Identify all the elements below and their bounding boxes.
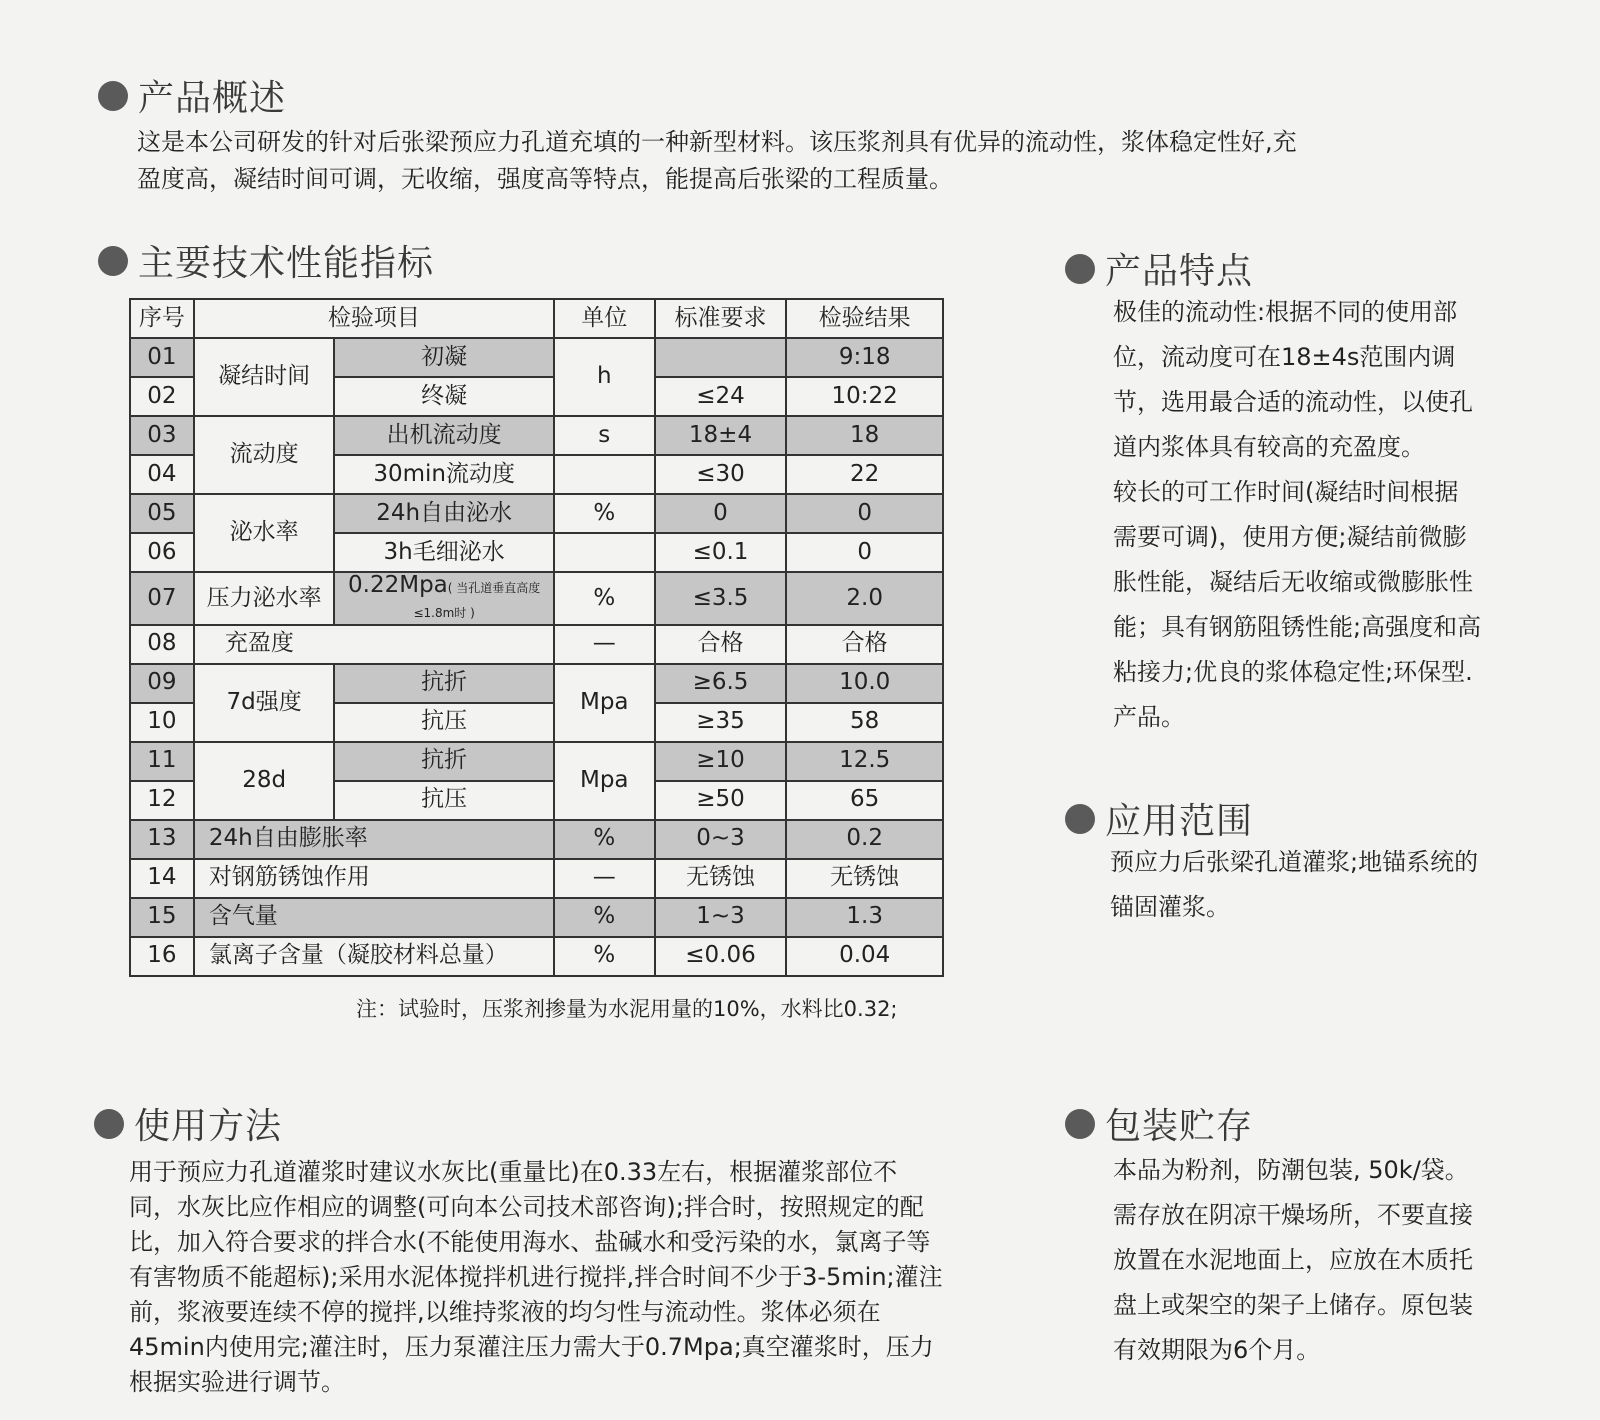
unit-cell: %	[554, 494, 655, 533]
item-cell: 充盈度	[194, 625, 554, 664]
row-number: 15	[130, 898, 194, 937]
bullet-icon	[1065, 804, 1095, 834]
storage-line: 需存放在阴凉干燥场所，不要直接	[1113, 1201, 1473, 1229]
storage-line: 本品为粉剂，防潮包装, 50k/袋。	[1113, 1156, 1469, 1184]
std-cell: ≤30	[655, 455, 787, 494]
bullet-icon	[1065, 1109, 1095, 1139]
sub-item-cell: 3h毛细泌水	[334, 533, 553, 572]
storage-line: 盘上或架空的架子上储存。原包装	[1113, 1291, 1473, 1319]
unit-cell	[554, 455, 655, 494]
item-cell: 流动度	[194, 416, 335, 494]
std-cell: 无锈蚀	[655, 859, 787, 898]
sub-item-cell: 初凝	[334, 338, 553, 377]
result-cell: 0.2	[786, 820, 943, 859]
row-number: 08	[130, 625, 194, 664]
unit-cell: —	[554, 859, 655, 898]
item-cell: 对钢筋锈蚀作用	[194, 859, 554, 898]
row-number: 11	[130, 742, 194, 781]
usage-line: 45min内使用完;灌注时，压力泵灌注压力需大于0.7Mpa;真空灌浆时，压力	[129, 1333, 934, 1361]
usage-title: 使用方法	[134, 1106, 283, 1147]
table-row	[130, 664, 943, 703]
item-cell: 氯离子含量（凝胶材料总量）	[194, 937, 554, 976]
std-cell: ≤24	[655, 377, 787, 416]
item-cell: 泌水率	[194, 494, 335, 572]
std-cell: ≥35	[655, 703, 787, 742]
overview-title: 产品概述	[138, 78, 287, 119]
usage-line: 前，浆液要连续不停的搅拌,以维持浆液的均匀性与流动性。浆体必须在	[129, 1298, 881, 1326]
features-text	[1113, 290, 1563, 740]
sub-item-cell	[334, 572, 553, 625]
std-cell: 1~3	[655, 898, 787, 937]
features-line: 能；具有钢筋阻锈性能;高强度和高	[1113, 613, 1482, 641]
unit-cell: s	[554, 416, 655, 455]
row-number: 13	[130, 820, 194, 859]
result-cell: 22	[786, 455, 943, 494]
sub-item-note: ( 当孔道垂直高度≤1.8m时 )	[413, 581, 541, 621]
table-row	[130, 898, 943, 937]
sub-item-cell: 终凝	[334, 377, 553, 416]
std-cell: ≤3.5	[655, 572, 787, 625]
result-cell: 10:22	[786, 377, 943, 416]
table-row	[130, 820, 943, 859]
table-note: 注：试验时，压浆剂掺量为水泥用量的10%，水料比0.32;	[356, 997, 898, 1021]
header-cell: 单位	[554, 299, 655, 338]
std-cell	[655, 338, 787, 377]
item-cell: 压力泌水率	[194, 572, 335, 625]
result-cell: 58	[786, 703, 943, 742]
item-cell: 7d强度	[194, 664, 335, 742]
bullet-icon	[94, 1109, 124, 1139]
features-line: 极佳的流动性:根据不同的使用部	[1113, 298, 1458, 326]
header-cell: 检验结果	[786, 299, 943, 338]
features-line: 产品。	[1113, 703, 1185, 731]
features-heading	[1065, 243, 1253, 294]
row-number: 16	[130, 937, 194, 976]
std-cell: 0	[655, 494, 787, 533]
scope-text	[1110, 840, 1560, 930]
overview-line: 这是本公司研发的针对后张梁预应力孔道充填的一种新型材料。该压浆剂具有优异的流动性，浆体稳定性好,充	[137, 128, 1297, 156]
row-number: 02	[130, 377, 194, 416]
unit-cell: %	[554, 937, 655, 976]
specs-heading	[98, 235, 434, 286]
result-cell: 0	[786, 494, 943, 533]
features-line: 粘接力;优良的浆体稳定性;环保型.	[1113, 658, 1473, 686]
unit-cell: Mpa	[554, 742, 655, 820]
item-cell: 凝结时间	[194, 338, 335, 416]
table-row	[130, 572, 943, 625]
header-cell: 检验项目	[194, 299, 554, 338]
features-line: 位，流动度可在18±4s范围内调	[1113, 343, 1456, 371]
table-row	[130, 625, 943, 664]
scope-line: 预应力后张梁孔道灌浆;地锚系统的	[1110, 848, 1479, 876]
storage-line: 有效期限为6个月。	[1113, 1336, 1321, 1364]
usage-line: 同，水灰比应作相应的调整(可向本公司技术部咨询);拌合时，按照规定的配	[129, 1193, 924, 1221]
scope-heading	[1065, 793, 1253, 844]
features-line: 胀性能，凝结后无收缩或微膨胀性	[1113, 568, 1473, 596]
result-cell: 0	[786, 533, 943, 572]
features-title: 产品特点	[1105, 251, 1254, 292]
row-number: 05	[130, 494, 194, 533]
table-row	[130, 338, 943, 377]
sub-item-cell: 30min流动度	[334, 455, 553, 494]
sub-item-cell: 抗折	[334, 664, 553, 703]
sub-item-cell: 抗压	[334, 781, 553, 820]
result-cell: 18	[786, 416, 943, 455]
usage-line: 根据实验进行调节。	[129, 1368, 345, 1396]
row-number: 03	[130, 416, 194, 455]
item-cell: 24h自由膨胀率	[194, 820, 554, 859]
storage-line: 放置在水泥地面上，应放在木质托	[1113, 1246, 1473, 1274]
result-cell: 10.0	[786, 664, 943, 703]
row-number: 14	[130, 859, 194, 898]
row-number: 04	[130, 455, 194, 494]
item-cell: 28d	[194, 742, 335, 820]
usage-line: 用于预应力孔道灌浆时建议水灰比(重量比)在0.33左右，根据灌浆部位不	[129, 1158, 898, 1186]
std-cell: ≤0.1	[655, 533, 787, 572]
unit-cell	[554, 533, 655, 572]
result-cell: 65	[786, 781, 943, 820]
usage-text	[129, 1155, 1029, 1400]
bullet-icon	[1065, 254, 1095, 284]
table-row	[130, 416, 943, 455]
result-cell: 无锈蚀	[786, 859, 943, 898]
features-line: 较长的可工作时间(凝结时间根据	[1113, 478, 1459, 506]
row-number: 06	[130, 533, 194, 572]
row-number: 07	[130, 572, 194, 625]
sub-item-cell: 24h自由泌水	[334, 494, 553, 533]
storage-heading	[1065, 1098, 1253, 1149]
sub-item-cell: 抗压	[334, 703, 553, 742]
usage-heading	[94, 1098, 282, 1149]
row-number: 10	[130, 703, 194, 742]
std-cell: ≥10	[655, 742, 787, 781]
std-cell: 18±4	[655, 416, 787, 455]
item-cell: 含气量	[194, 898, 554, 937]
row-number: 12	[130, 781, 194, 820]
std-cell: ≥50	[655, 781, 787, 820]
overview-heading	[98, 70, 286, 121]
unit-cell: %	[554, 572, 655, 625]
header-cell: 标准要求	[655, 299, 787, 338]
result-cell: 合格	[786, 625, 943, 664]
table-row	[130, 494, 943, 533]
features-line: 节，选用最合适的流动性，以使孔	[1113, 388, 1473, 416]
result-cell: 1.3	[786, 898, 943, 937]
table-row	[130, 859, 943, 898]
overview-line: 盈度高，凝结时间可调，无收缩，强度高等特点，能提高后张梁的工程质量。	[137, 165, 953, 193]
row-number: 09	[130, 664, 194, 703]
sub-item-cell: 出机流动度	[334, 416, 553, 455]
unit-cell: h	[554, 338, 655, 416]
table-header-row	[130, 299, 943, 338]
bullet-icon	[98, 246, 128, 276]
result-cell: 12.5	[786, 742, 943, 781]
bullet-icon	[98, 81, 128, 111]
sub-item-main: 0.22Mpa	[348, 572, 448, 598]
std-cell: 0~3	[655, 820, 787, 859]
result-cell: 0.04	[786, 937, 943, 976]
scope-title: 应用范围	[1105, 801, 1254, 842]
table-row	[130, 937, 943, 976]
sub-item-cell: 抗折	[334, 742, 553, 781]
result-cell: 9:18	[786, 338, 943, 377]
scope-line: 锚固灌浆。	[1110, 893, 1230, 921]
spec-table	[129, 298, 944, 977]
storage-title: 包装贮存	[1105, 1106, 1254, 1147]
overview-text	[137, 124, 1437, 198]
usage-line: 有害物质不能超标);采用水泥体搅拌机进行搅拌,拌合时间不少于3-5min;灌注	[129, 1263, 943, 1291]
storage-text	[1113, 1148, 1573, 1373]
features-line: 需要可调)，使用方便;凝结前微膨	[1113, 523, 1467, 551]
row-number: 01	[130, 338, 194, 377]
std-cell: ≤0.06	[655, 937, 787, 976]
specs-title: 主要技术性能指标	[138, 243, 435, 284]
std-cell: 合格	[655, 625, 787, 664]
result-cell: 2.0	[786, 572, 943, 625]
features-line: 道内浆体具有较高的充盈度。	[1113, 433, 1425, 461]
table-row	[130, 742, 943, 781]
std-cell: ≥6.5	[655, 664, 787, 703]
header-cell: 序号	[130, 299, 194, 338]
unit-cell: Mpa	[554, 664, 655, 742]
usage-line: 比，加入符合要求的拌合水(不能使用海水、盐碱水和受污染的水，氯离子等	[129, 1228, 931, 1256]
unit-cell: —	[554, 625, 655, 664]
unit-cell: %	[554, 898, 655, 937]
unit-cell: %	[554, 820, 655, 859]
